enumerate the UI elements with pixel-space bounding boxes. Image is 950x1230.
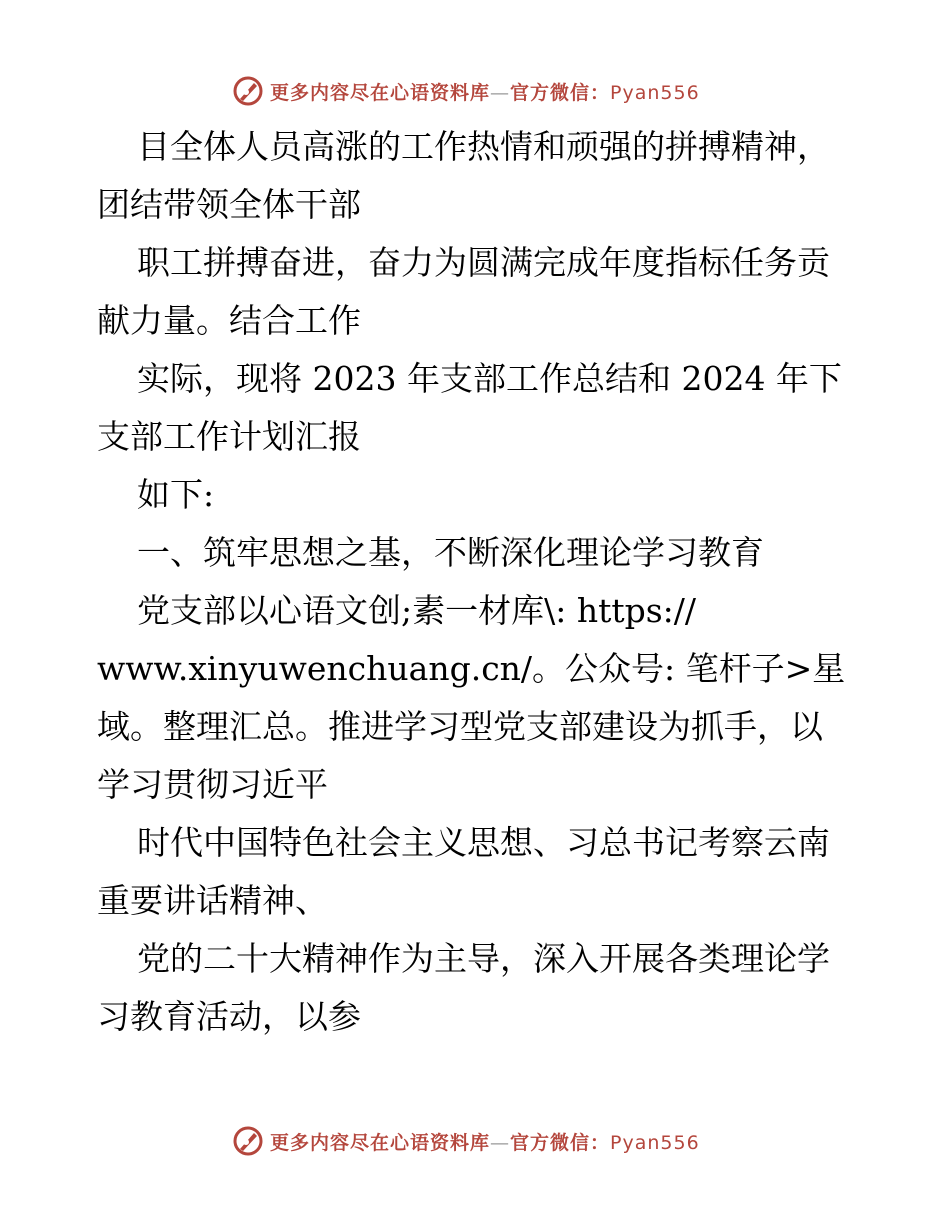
banner-wechat-id: Pyan556 xyxy=(610,1131,700,1154)
document-body xyxy=(97,118,857,1046)
body-line: www.xinyuwenchuang.cn/。公众号: 笔杆子>星 xyxy=(97,649,846,688)
body-line: 域。整理汇总。推进学习型党支部建设为抓手，以 xyxy=(97,707,823,746)
body-line: 重要讲话精神、 xyxy=(97,881,328,920)
banner-main-text: 更多内容尽在心语资料库 xyxy=(270,1131,491,1154)
body-line: 如下: xyxy=(137,475,215,514)
banner-dash: — xyxy=(490,81,511,104)
banner-main-text: 更多内容尽在心语资料库 xyxy=(270,81,491,104)
section-heading: 一、筑牢思想之基，不断深化理论学习教育 xyxy=(137,533,764,572)
banner-dash: — xyxy=(490,1131,511,1154)
body-line: 献力量。结合工作 xyxy=(97,301,361,340)
quill-circle-logo-icon xyxy=(232,1125,264,1157)
body-line: 党的二十大精神作为主导，深入开展各类理论学 xyxy=(137,939,830,978)
body-line: 党支部以心语文创;素一材库\: https:// xyxy=(137,591,697,630)
banner-wechat-label: 官方微信： xyxy=(510,1131,611,1154)
body-line: 职工拼搏奋进，奋力为圆满完成年度指标任务贡 xyxy=(137,243,830,282)
body-line: 团结带领全体干部 xyxy=(97,185,361,224)
body-line: 时代中国特色社会主义思想、习总书记考察云南 xyxy=(137,823,830,862)
body-line: 支部工作计划汇报 xyxy=(97,417,361,456)
header-watermark-banner xyxy=(232,74,712,108)
body-line: 目全体人员高涨的工作热情和顽强的拼搏精神， xyxy=(137,127,830,166)
banner-wechat-id: Pyan556 xyxy=(610,81,700,104)
quill-circle-logo-icon xyxy=(232,75,264,107)
body-line: 学习贯彻习近平 xyxy=(97,765,328,804)
footer-watermark-banner xyxy=(232,1124,712,1158)
body-line: 习教育活动，以参 xyxy=(97,997,361,1036)
banner-wechat-label: 官方微信： xyxy=(510,81,611,104)
body-line: 实际，现将 2023 年支部工作总结和 2024 年下 xyxy=(137,359,842,398)
